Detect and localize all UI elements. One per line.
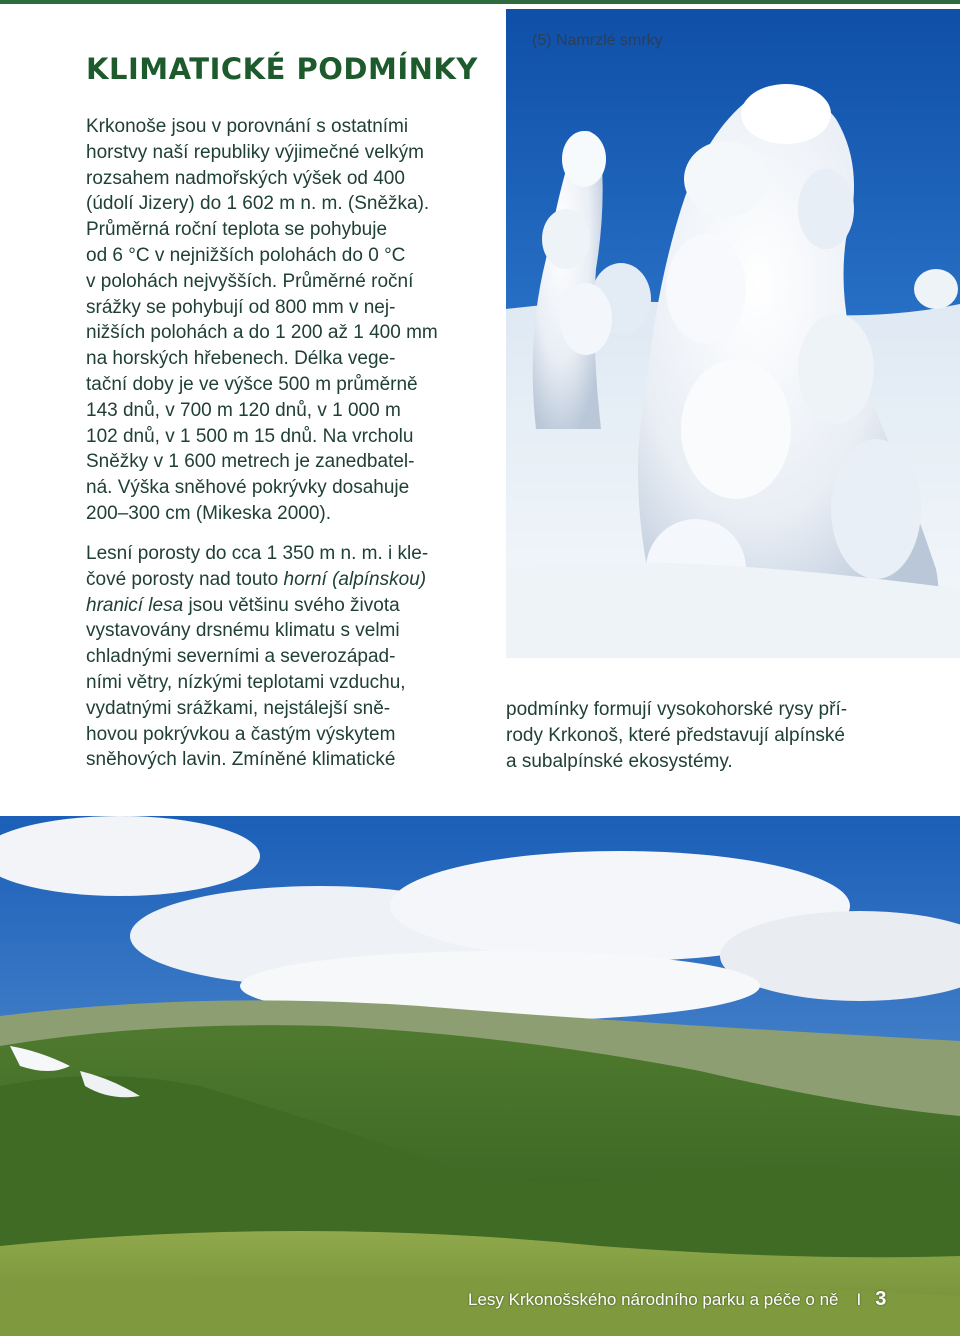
text-line bbox=[86, 567, 476, 593]
text-line: 102 dnů, v 1 500 m 15 dnů. Na vrcholu bbox=[86, 425, 414, 447]
section-title: KLIMATICKÉ PODMÍNKY bbox=[86, 52, 478, 86]
text-run: čové porosty nad touto bbox=[86, 568, 284, 590]
text-line: Lesní porosty do cca 1 350 m n. m. i kle- bbox=[86, 543, 429, 564]
text-line: a subalpínské ekosystémy. bbox=[506, 750, 733, 772]
text-line: ními větry, nízkými teplotami vzduchu, bbox=[86, 671, 406, 693]
photo-caption: (5) Namrzlé smrky bbox=[532, 32, 663, 49]
text-line: Sněžky v 1 600 metrech je zanedbatel- bbox=[86, 451, 415, 473]
footer-title: Lesy Krkonošského národního parku a péče o ně bbox=[468, 1290, 839, 1309]
text-line: sněhových lavin. Zmíněné klimatické bbox=[86, 749, 396, 771]
footer-separator: I bbox=[856, 1290, 862, 1309]
text-line bbox=[86, 593, 476, 619]
text-line: 200–300 cm (Mikeska 2000). bbox=[86, 502, 332, 524]
text-line: srážky se pohybují od 800 mm v nej- bbox=[86, 296, 396, 318]
text-line: podmínky formují vysokohorské rysy pří- bbox=[506, 699, 848, 720]
text-line: ná. Výška sněhové pokrývky dosahuje bbox=[86, 477, 410, 499]
text-line: na horských hřebenech. Délka vege- bbox=[86, 348, 396, 370]
mountain-meadow-photo bbox=[0, 816, 960, 1336]
frozen-spruces-illustration bbox=[506, 9, 960, 658]
text-line: chladnými severními a severozápad- bbox=[86, 646, 396, 668]
frozen-spruces-photo bbox=[506, 9, 960, 658]
text-line: v polohách nejvyšších. Průměrné roční bbox=[86, 270, 414, 292]
text-run: jsou většinu svého života bbox=[183, 594, 400, 616]
top-rule bbox=[0, 0, 960, 4]
italic-term: hranicí lesa bbox=[86, 594, 184, 616]
text-line: rozsahem nadmořských výšek od 400 bbox=[86, 167, 405, 189]
text-line: tační doby je ve výšce 500 m průměrně bbox=[86, 373, 418, 395]
text-line: hovou pokrývkou a častým výskytem bbox=[86, 723, 396, 745]
text-line: Krkonoše jsou v porovnání s ostatními bbox=[86, 116, 409, 137]
text-line: 143 dnů, v 700 m 120 dnů, v 1 000 m bbox=[86, 399, 401, 421]
text-line: vystavovány drsnému klimatu s velmi bbox=[86, 620, 400, 642]
paragraph-climate-intro bbox=[86, 114, 476, 527]
page-footer bbox=[468, 1288, 886, 1311]
paragraph-ecosystems bbox=[506, 697, 906, 774]
text-line: rody Krkonoš, které představují alpínské bbox=[506, 724, 846, 746]
italic-term: horní (alpínskou) bbox=[283, 568, 427, 590]
text-line: (údolí Jizery) do 1 602 m n. m. (Sněžka). bbox=[86, 193, 430, 215]
text-line: od 6 °C v nejnižších polohách do 0 °C bbox=[86, 244, 406, 266]
text-line: nižších polohách a do 1 200 až 1 400 mm bbox=[86, 322, 438, 344]
page-number: 3 bbox=[875, 1288, 887, 1310]
text-line: vydatnými srážkami, nejstálejší sně- bbox=[86, 697, 391, 719]
paragraph-forest-stands bbox=[86, 541, 476, 773]
mountain-meadow-illustration bbox=[0, 816, 960, 1336]
text-line: horstvy naší republiky výjimečné velkým bbox=[86, 141, 424, 163]
text-line: Průměrná roční teplota se pohybuje bbox=[86, 219, 388, 241]
